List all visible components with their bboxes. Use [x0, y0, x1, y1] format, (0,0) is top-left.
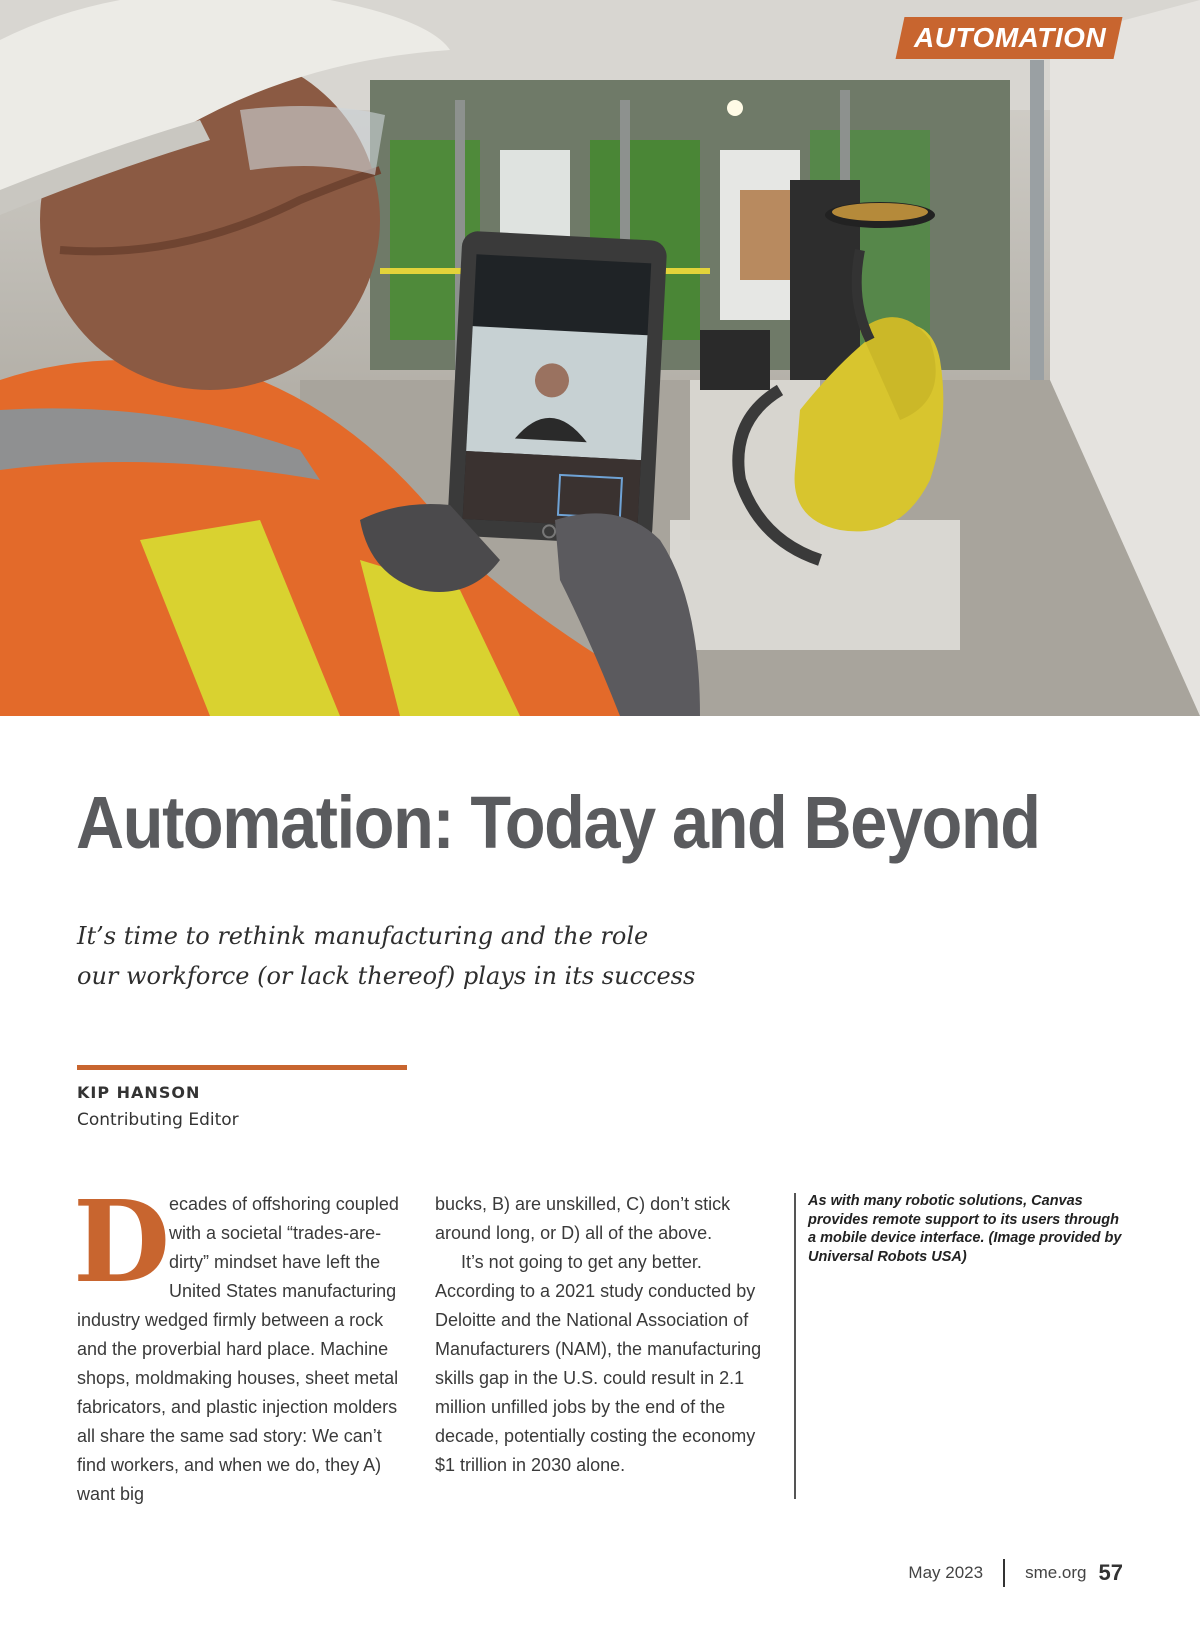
- drop-cap: D: [73, 1177, 171, 1308]
- hero-illustration: [0, 0, 1200, 716]
- site-url[interactable]: sme.org: [1025, 1563, 1087, 1582]
- hero-photo: [0, 0, 1200, 716]
- photo-caption: As with many robotic solutions, Canvas provides remote support to its users through a mobile device interface. (Image provided by Universal Robots USA): [808, 1193, 1122, 1265]
- author-name: KIP HANSON: [77, 1083, 201, 1102]
- body-column-2: [435, 1190, 765, 1480]
- dek-line-2: our workforce (or lack thereof) plays in its success: [77, 962, 696, 990]
- byline-divider: [77, 1065, 407, 1070]
- caption-divider: [794, 1193, 796, 1499]
- section-tag-label: AUTOMATION: [913, 22, 1106, 53]
- page-footer: [908, 1555, 1123, 1591]
- article-dek: [77, 916, 777, 996]
- body-column-1: [73, 1177, 402, 1509]
- dek-line-1: It’s time to rethink manufacturing and the role: [77, 922, 649, 950]
- section-tag: [895, 17, 1122, 59]
- body-paragraph-1: ecades of offshoring coupled with a societal “trades-are-dirty” mindset have left the United States manufacturing industry wedged firmly between a rock and the proverbial hard place. Machine shops, moldmaking houses, sheet metal fabricators, and plastic injection molders all share the same sad story: We can’t find workers, and when we do, they A) want big: [77, 1194, 399, 1504]
- body-paragraph-3: It’s not going to get any better. According to a 2021 study conducted by Deloitte and the National Association of Manufacturers (NAM), the manufacturing skills gap in the U.S. could result in 2.1 million unfilled jobs by the end of the decade, potentially costing the economy $1 trillion in 2030 alone.: [435, 1252, 762, 1475]
- article-headline: Automation: Today and Beyond: [76, 781, 1040, 864]
- issue-date: May 2023: [908, 1563, 984, 1582]
- footer-divider: [1003, 1559, 1005, 1587]
- body-paragraph-2: bucks, B) are unskilled, C) don’t stick around long, or D) all of the above.: [435, 1194, 731, 1243]
- author-role: Contributing Editor: [77, 1110, 239, 1130]
- page-number: 57: [1098, 1560, 1123, 1585]
